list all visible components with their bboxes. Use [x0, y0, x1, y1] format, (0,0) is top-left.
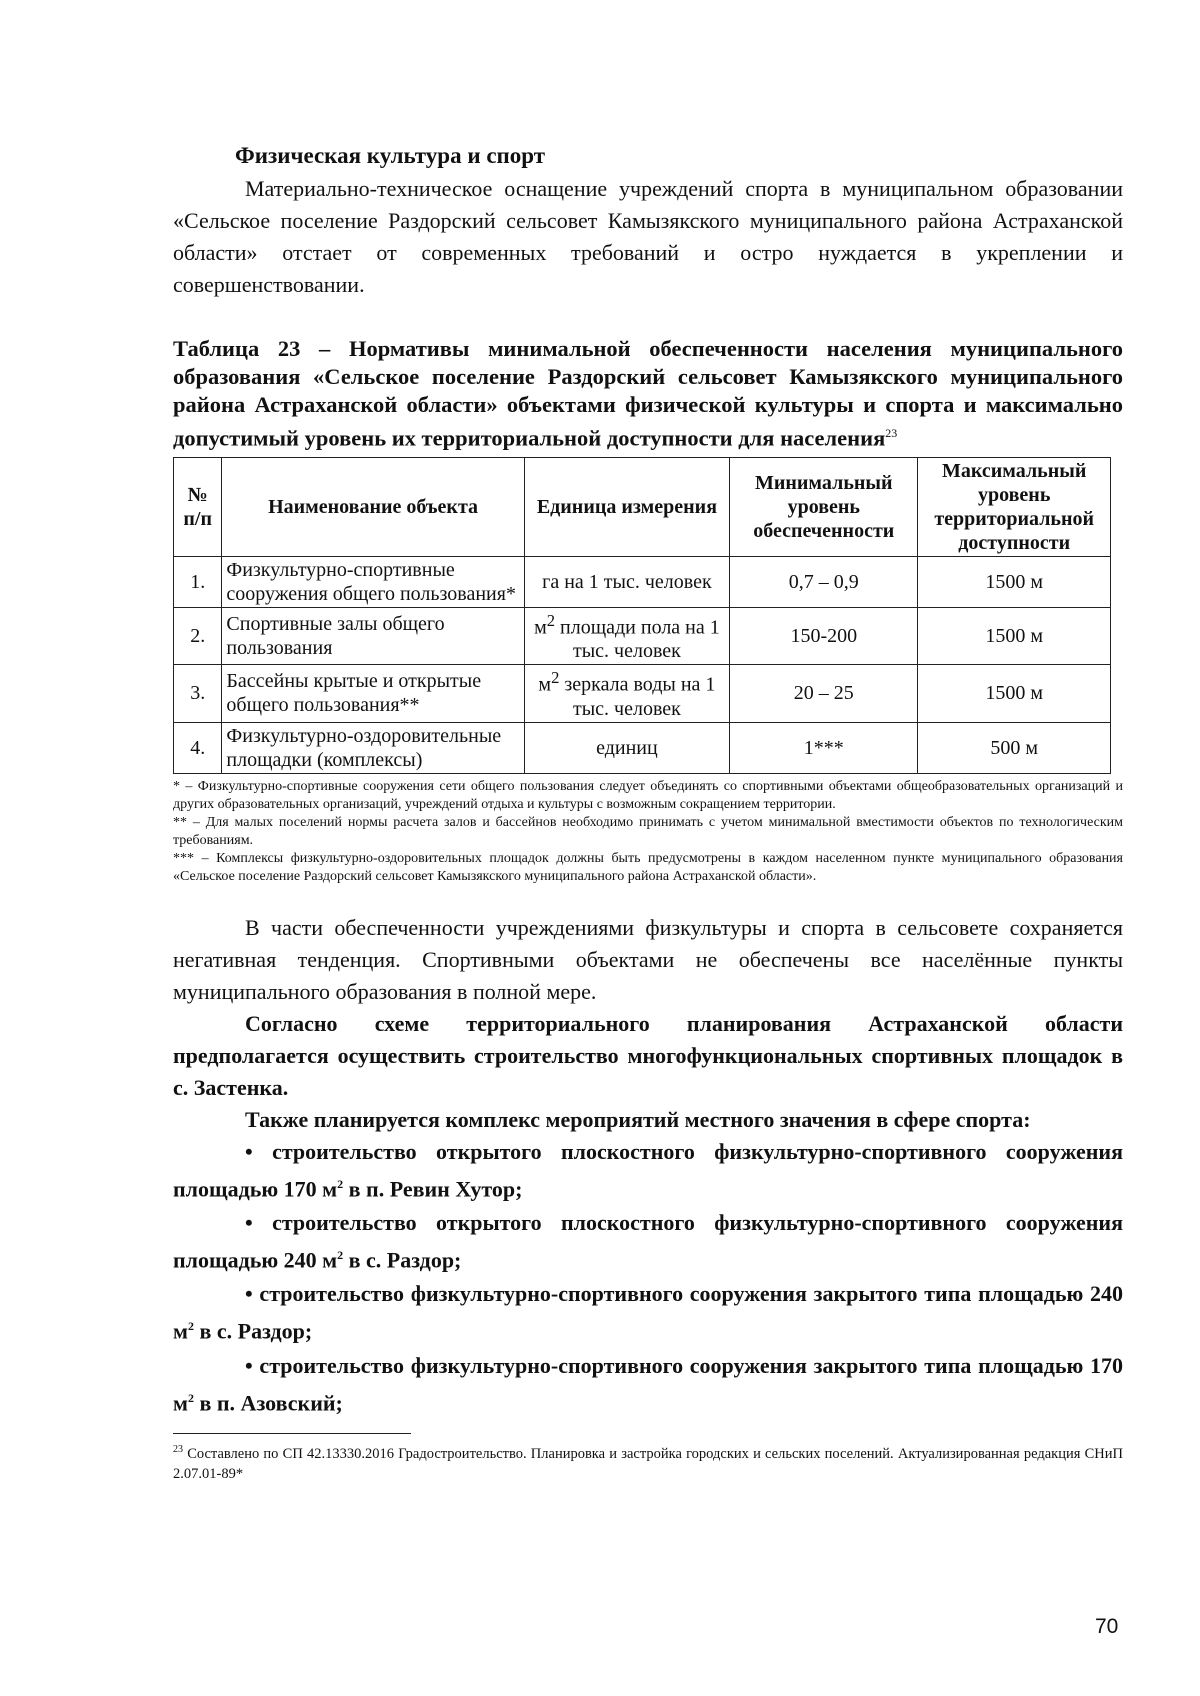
cell-min: 0,7 – 0,9 — [730, 556, 918, 607]
bullet-tail: в п. Ревин Хутор; — [343, 1176, 523, 1202]
cell-unit — [524, 665, 729, 723]
cell-unit: единиц — [524, 722, 729, 773]
table-note: ** – Для малых поселений нормы расчета залов и бассейнов необходимо принимать с учетом минимальной вместимости объектов по технологическим требованиям. — [173, 814, 1123, 848]
body-paragraph-2: Согласно схеме территориального планирования Астраханской области предполагается осуществить строительство многофункциональных спортивных площадок в с. Застенка. — [173, 1010, 1123, 1100]
header-num: № п/п — [174, 457, 222, 556]
cell-num: 4. — [174, 722, 222, 773]
cell-name: Физкультурно-спортивные сооружения общего пользования* — [222, 556, 524, 607]
bullet-item — [173, 1207, 1123, 1276]
table-row — [174, 556, 1111, 607]
table-header-row — [174, 457, 1111, 556]
bullet-sup: 2 — [337, 1176, 344, 1191]
table-row — [174, 607, 1111, 665]
cell-min: 20 – 25 — [730, 665, 918, 723]
footnote-text: Составлено по СП 42.13330.2016 Градостроительство. Планировка и застройка городских и сельских поселений. Актуализированная редакция СНиП 2.07.01-89* — [173, 1445, 1123, 1482]
cell-name: Спортивные залы общего пользования — [222, 607, 524, 665]
bullet-text: строительство открытого плоскостного физкультурно-спортивного сооружения площадью 240 м — [173, 1210, 1123, 1273]
unit-sup: 2 — [546, 610, 556, 630]
cell-max: 1500 м — [918, 607, 1111, 665]
bullet-text: строительство физкультурно-спортивного сооружения закрытого типа площадью 170 м — [173, 1352, 1123, 1416]
document-page — [173, 143, 1123, 1498]
cell-num: 3. — [174, 665, 222, 723]
unit-prefix: м — [538, 673, 552, 696]
footnote-divider — [173, 1433, 411, 1434]
table-caption-text: Таблица 23 – Нормативы минимальной обеспеченности населения муниципального образования «Сельское поселение Раздорский сельсовет Камызякского муниципального района Астраханской области» объектами физической культуры и спорта и максимально допустимый уровень их территориальной доступности для населения — [173, 336, 1123, 451]
bullet-icon: • — [245, 1138, 253, 1164]
page-number: 70 — [1095, 1615, 1119, 1638]
bullet-sup: 2 — [337, 1248, 344, 1263]
table-note: * – Физкультурно-спортивные сооружения сети общего пользования следует объединять со спортивными объектами общеобразовательных организаций и других образовательных организаций, учреждений отдыха и культуры с возможным сокращением территории. — [173, 778, 1123, 812]
section-heading: Физическая культура и спорт — [235, 143, 546, 168]
bullet-tail: в п. Азовский; — [194, 1390, 343, 1416]
unit-text: площади пола на 1 тыс. человек — [555, 616, 720, 663]
table-row — [174, 722, 1111, 773]
bullet-item — [173, 1136, 1123, 1205]
body-paragraph-1: В части обеспеченности учреждениями физкультуры и спорта в сельсовете сохраняется негативная тенденция. Спортивными объектами не обеспечены все населённые пункты муниципального образования в полной мере. — [173, 914, 1123, 1004]
header-unit: Единица измерения — [524, 457, 729, 556]
footnote — [173, 1440, 1123, 1484]
footnote-ref: 23 — [173, 1444, 183, 1456]
unit-prefix: м — [534, 616, 547, 639]
table-note: *** – Комплексы физкультурно-оздоровительных площадок должны быть предусмотрены в каждом населенном пункте муниципального образования «Сельское поселение Раздорский сельсовет Камызякского муниципального района Астраханской области». — [173, 850, 1123, 884]
body-paragraph-3: Также планируется комплекс мероприятий местного значения в сфере спорта: — [245, 1106, 1031, 1132]
bullet-sup: 2 — [188, 1390, 194, 1405]
cell-name: Физкультурно-оздоровительные площадки (комплексы) — [222, 722, 524, 773]
cell-max: 500 м — [918, 722, 1111, 773]
bullet-tail: в с. Раздор; — [194, 1318, 313, 1344]
bullet-icon: • — [245, 1281, 253, 1307]
cell-num: 2. — [174, 607, 222, 665]
table-notes — [173, 778, 1123, 886]
cell-min: 1*** — [730, 722, 918, 773]
bullet-tail: в с. Раздор; — [343, 1247, 462, 1273]
intro-paragraph: Материально-техническое оснащение учреждений спорта в муниципальном образовании «Сельское поселение Раздорский сельсовет Камызякского муниципального района Астраханской области» отстает от современных требований и остро нуждается в укреплении и совершенствовании. — [173, 176, 1123, 297]
table-caption — [173, 335, 1123, 453]
bullet-icon: • — [245, 1352, 253, 1378]
header-name: Наименование объекта — [222, 457, 524, 556]
bullet-item — [173, 1350, 1123, 1419]
cell-unit — [524, 607, 729, 665]
unit-sup: 2 — [551, 668, 560, 688]
bullet-sup: 2 — [188, 1319, 194, 1334]
bullet-text: строительство открытого плоскостного физкультурно-спортивного сооружения площадью 170 м — [173, 1138, 1123, 1202]
table-row — [174, 665, 1111, 723]
cell-max: 1500 м — [918, 556, 1111, 607]
unit-text: зеркала воды на 1 тыс. человек — [559, 673, 716, 720]
header-max-access: Максимальный уровень территориальной доступности — [918, 457, 1111, 556]
bullet-item — [173, 1278, 1123, 1347]
cell-min: 150-200 — [730, 607, 918, 665]
bullet-icon: • — [245, 1210, 253, 1236]
cell-max: 1500 м — [918, 665, 1111, 723]
header-min-level: Минимальный уровень обеспеченности — [730, 457, 918, 556]
cell-num: 1. — [174, 556, 222, 607]
bullet-text: строительство физкультурно-спортивного сооружения закрытого типа площадью 240 м — [173, 1281, 1123, 1344]
standards-table — [173, 457, 1111, 774]
table-caption-footnote-ref: 23 — [885, 426, 898, 440]
cell-name: Бассейны крытые и открытые общего пользования** — [222, 665, 524, 723]
cell-unit: га на 1 тыс. человек — [524, 556, 729, 607]
